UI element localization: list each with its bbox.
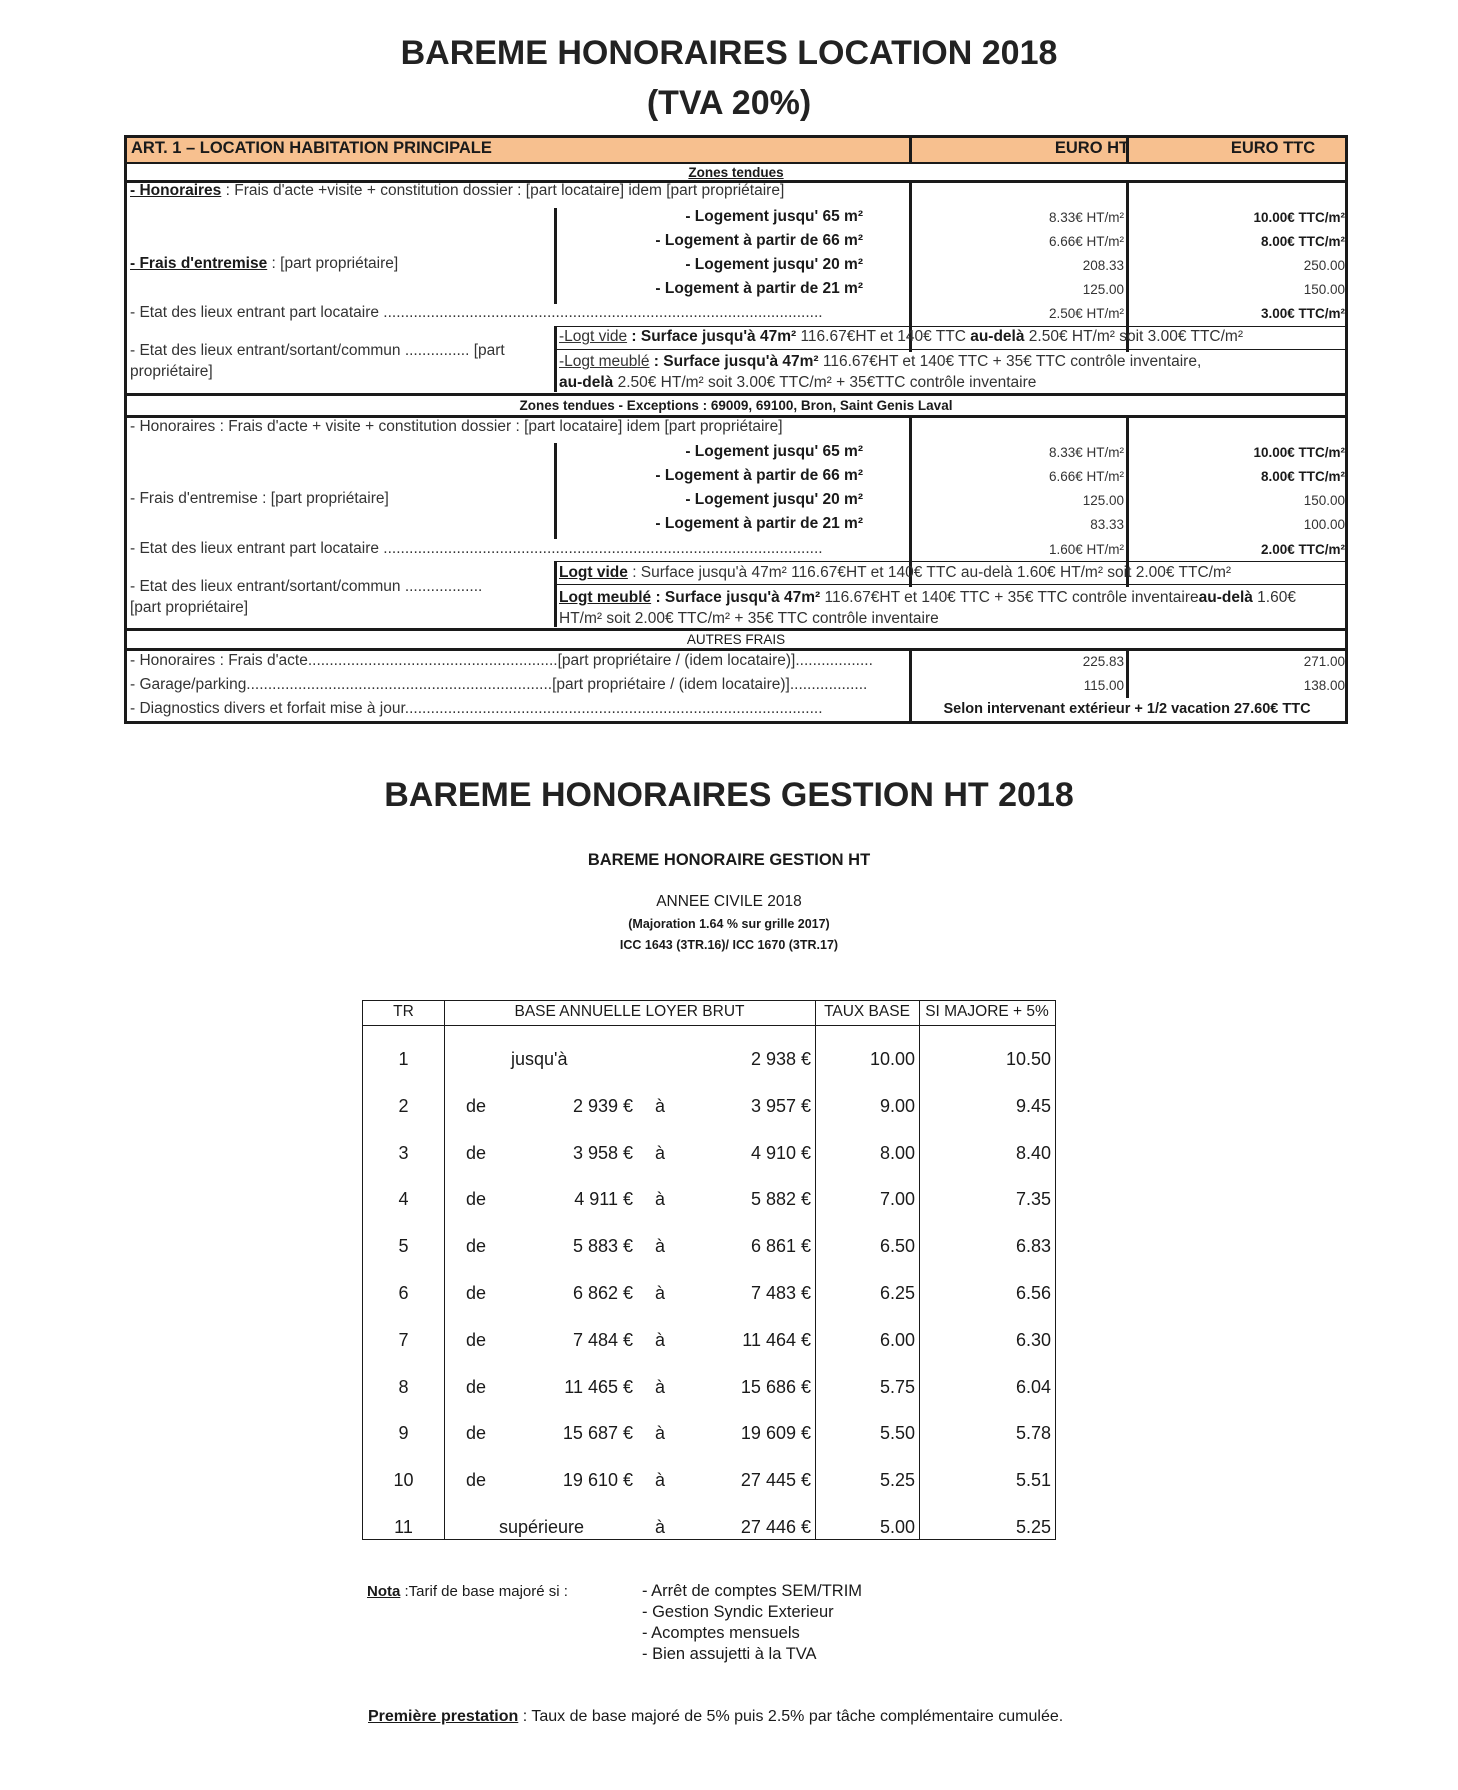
tr-cell: 5: [398, 1236, 409, 1257]
divider: [557, 349, 1345, 350]
logement-label: - Logement à partir de 21 m²: [655, 280, 863, 297]
autres-frais-label: AUTRES FRAIS: [686, 632, 786, 647]
logement-ht: 83.33: [1090, 517, 1124, 532]
taux-cell: 5.75: [879, 1376, 915, 1397]
to-cell: 7 483 €: [750, 1283, 811, 1303]
s1-edl-commun: - Etat des lieux entrant/sortant/commun ............... [part: [130, 342, 505, 359]
a-cell: à: [655, 1189, 666, 1210]
to-cell: 27 446 €: [740, 1517, 811, 1537]
autre-frais-label: - Garage/parking.......................................................................[part propriétaire / (idem locataire)]..................: [130, 676, 868, 693]
location-title-line2: (TVA 20%): [646, 84, 812, 122]
table-row: [363, 1189, 1055, 1219]
taux-cell: 6.00: [879, 1329, 915, 1350]
to-cell: 19 609 €: [740, 1423, 811, 1444]
gestion-title: BAREME HONORAIRES GESTION HT 2018: [384, 776, 1074, 814]
logement-ttc: 100.00: [1303, 517, 1345, 532]
nota-item: - Arrêt de comptes SEM/TRIM: [642, 1582, 863, 1600]
logement-label: - Logement jusqu' 65 m²: [685, 443, 863, 460]
gestion-icc: ICC 1643 (3TR.16)/ ICC 1670 (3TR.17): [619, 938, 839, 952]
tr-cell: 9: [398, 1423, 409, 1444]
divider: [127, 393, 1345, 396]
logement-ht: 6.66€ HT/m²: [1048, 234, 1124, 249]
divider: [554, 326, 557, 392]
table-row: [363, 1143, 1055, 1173]
de-cell: de: [466, 1189, 487, 1210]
divider: [127, 628, 1345, 631]
s1-edl-commun-2: propriétaire]: [130, 363, 213, 380]
a-cell: à: [655, 1470, 666, 1491]
a-cell: à: [655, 1236, 666, 1257]
header-euro-ttc: EURO TTC: [1230, 139, 1316, 157]
tr-cell: 11: [394, 1517, 413, 1537]
header-divider: [909, 138, 912, 162]
header-euro-ht: EURO HT: [1054, 139, 1130, 157]
col-divider: [815, 1001, 816, 1539]
majore-cell: 9.45: [1015, 1095, 1051, 1116]
s2-edl-ht: 1.60€ HT/m²: [1048, 542, 1124, 557]
majore-cell: 5.25: [1015, 1517, 1051, 1537]
de-cell: de: [466, 1236, 487, 1257]
from-cell: 3 958 €: [572, 1142, 633, 1163]
autre-frais-label: - Honoraires : Frais d'acte..........................................................[part propriétaire / (idem locataire)]..................: [130, 652, 873, 669]
s2-honoraires: - Honoraires : Frais d'acte + visite + constitution dossier : [part locataire] idem [part propriétaire]: [130, 418, 783, 435]
header-art: ART. 1 – LOCATION HABITATION PRINCIPALE: [131, 139, 492, 157]
tr-cell: 7: [398, 1329, 409, 1350]
a-cell: à: [655, 1376, 666, 1397]
diagnostics-label: - Diagnostics divers et forfait mise à jour.................................................................................................: [130, 700, 823, 717]
logement-label: - Logement à partir de 66 m²: [655, 232, 863, 249]
logement-label: - Logement jusqu' 20 m²: [685, 256, 863, 273]
tr-cell: 10: [393, 1470, 414, 1491]
from-cell: 15 687 €: [562, 1423, 633, 1444]
table-row: [363, 1517, 1055, 1547]
logement-ht: 208.33: [1082, 258, 1124, 273]
de-cell: de: [466, 1329, 487, 1350]
logement-ttc: 150.00: [1303, 282, 1345, 297]
logement-ttc: 8.00€ TTC/m²: [1260, 234, 1345, 249]
a-cell: à: [655, 1329, 666, 1350]
gestion-fee-table: [362, 1000, 1056, 1540]
s2-logt-vide: Logt vide : Surface jusqu'à 47m² 116.67€HT et 140€ TTC au-delà 1.60€ HT/m² soit 2.00€ TTC/m²: [559, 564, 1232, 581]
s2-edl-commun-2: [part propriétaire]: [130, 599, 249, 616]
logement-label: - Logement jusqu' 65 m²: [685, 208, 863, 225]
header-taux: TAUX BASE: [824, 1003, 910, 1020]
table-row: [363, 1423, 1055, 1453]
to-cell: 15 686 €: [740, 1376, 811, 1397]
header-divider: [1126, 138, 1129, 162]
to-cell: 6 861 €: [750, 1236, 811, 1257]
divider: [557, 584, 1345, 585]
to-cell: 27 445 €: [740, 1470, 811, 1491]
nota: Nota :Tarif de base majoré si :: [367, 1583, 568, 1600]
gestion-subtitle: BAREME HONORAIRE GESTION HT: [587, 851, 871, 869]
zones-tendues-label: Zones tendues: [688, 165, 784, 180]
tr-cell: 3: [398, 1142, 409, 1163]
header-majore: SI MAJORE + 5%: [925, 1003, 1049, 1020]
logement-ttc: 250.00: [1303, 258, 1345, 273]
s1-edl-ttc: 3.00€ TTC/m²: [1260, 306, 1345, 321]
autre-frais-ttc: 138.00: [1303, 678, 1345, 693]
divider: [557, 326, 1345, 327]
to-cell: 5 882 €: [750, 1189, 811, 1210]
to-cell: 3 957 €: [750, 1095, 811, 1116]
table-row: [363, 1283, 1055, 1313]
autre-frais-ht: 115.00: [1083, 678, 1124, 693]
taux-cell: 6.25: [879, 1283, 915, 1303]
tr-cell: 8: [398, 1376, 409, 1397]
divider: [127, 648, 1345, 651]
from-cell: 7 484 €: [572, 1329, 633, 1350]
logement-label: - Logement jusqu' 20 m²: [685, 491, 863, 508]
taux-cell: 10.00: [869, 1049, 915, 1069]
logement-label: - Logement à partir de 66 m²: [655, 467, 863, 484]
gestion-annee: ANNEE CIVILE 2018: [656, 893, 802, 910]
tr-cell: 2: [398, 1095, 409, 1116]
from-cell: 11 465 €: [564, 1376, 633, 1397]
s1-honoraires: - Honoraires : Frais d'acte +visite + constitution dossier : [part locataire] idem [part propriétaire]: [130, 182, 785, 199]
s2-logt-meuble-2: HT/m² soit 2.00€ TTC/m² + 35€ TTC contrôle inventaire: [559, 610, 939, 627]
majore-cell: 6.30: [1015, 1329, 1051, 1350]
from-cell: 2 939 €: [572, 1095, 633, 1116]
a-cell: à: [655, 1095, 666, 1116]
majore-cell: 5.51: [1015, 1470, 1051, 1491]
header-divider: [363, 1025, 1055, 1026]
logement-ht: 125.00: [1082, 282, 1124, 297]
table-row: [363, 1330, 1055, 1360]
taux-cell: 6.50: [879, 1236, 915, 1257]
to-cell: 4 910 €: [750, 1142, 811, 1163]
nota-item: - Gestion Syndic Exterieur: [642, 1603, 834, 1621]
logement-ht: 8.33€ HT/m²: [1048, 210, 1124, 225]
location-fee-table: [124, 135, 1348, 724]
de-cell: de: [466, 1376, 487, 1397]
tr-cell: 4: [398, 1189, 409, 1210]
de-cell: de: [466, 1283, 487, 1303]
nota-item: - Acomptes mensuels: [642, 1624, 800, 1642]
header-tr: TR: [393, 1003, 414, 1020]
majore-cell: 7.35: [1015, 1189, 1051, 1210]
exceptions-label: Zones tendues - Exceptions : 69009, 69100, Bron, Saint Genis Laval: [519, 398, 953, 413]
divider: [554, 561, 557, 627]
logement-ht: 6.66€ HT/m²: [1048, 469, 1124, 484]
table-row: [363, 1470, 1055, 1500]
majore-cell: 10.50: [1005, 1049, 1051, 1069]
tr-cell: 1: [398, 1049, 409, 1069]
premiere-prestation: Première prestation : Taux de base majoré de 5% puis 2.5% par tâche complémentaire cumulée.: [368, 1708, 1064, 1725]
col-divider: [919, 1001, 920, 1539]
to-cell: 2 938 €: [750, 1049, 811, 1069]
s1-edl-ht: 2.50€ HT/m²: [1048, 306, 1124, 321]
from-cell: 4 911 €: [574, 1189, 633, 1210]
tr-cell: 6: [398, 1283, 409, 1303]
table-row: [363, 1236, 1055, 1266]
a-cell: à: [655, 1517, 666, 1537]
majore-cell: 6.56: [1015, 1283, 1051, 1303]
a-cell: à: [655, 1142, 666, 1163]
de-cell: de: [466, 1095, 487, 1116]
taux-cell: 7.00: [879, 1189, 915, 1210]
s1-logt-vide: -Logt vide : Surface jusqu'à 47m² 116.67€HT et 140€ TTC au-delà 2.50€ HT/m² soit 3.00€ TTC/m²: [559, 328, 1243, 345]
s1-frais-entremise: - Frais d'entremise : [part propriétaire]: [130, 255, 399, 272]
taux-cell: 5.25: [879, 1470, 915, 1491]
table-row: [363, 1096, 1055, 1126]
majore-cell: 5.78: [1015, 1423, 1051, 1444]
a-cell: à: [655, 1283, 666, 1303]
logement-label: - Logement à partir de 21 m²: [655, 515, 863, 532]
s2-edl-commun: - Etat des lieux entrant/sortant/commun ..................: [130, 578, 483, 595]
from-cell: jusqu'à: [511, 1049, 568, 1069]
nota-item: - Bien assujetti à la TVA: [642, 1645, 817, 1663]
s1-logt-meuble: -Logt meublé : Surface jusqu'à 47m² 116.67€HT et 140€ TTC + 35€ TTC contrôle inventaire,: [559, 353, 1202, 370]
taux-cell: 5.50: [879, 1423, 915, 1444]
to-cell: 11 464 €: [742, 1329, 811, 1350]
s1-logt-meuble-2: au-delà 2.50€ HT/m² soit 3.00€ TTC/m² + 35€TTC contrôle inventaire: [559, 374, 1037, 391]
table-row: [363, 1377, 1055, 1407]
from-cell: 5 883 €: [572, 1236, 633, 1257]
logement-ttc: 8.00€ TTC/m²: [1260, 469, 1345, 484]
taux-cell: 9.00: [879, 1095, 915, 1116]
de-cell: de: [466, 1423, 487, 1444]
de-cell: de: [466, 1142, 487, 1163]
taux-cell: 5.00: [879, 1517, 915, 1537]
de-cell: de: [466, 1470, 487, 1491]
majore-cell: 6.04: [1015, 1376, 1051, 1397]
location-title-line1: BAREME HONORAIRES LOCATION 2018: [400, 34, 1058, 72]
from-cell: 19 610 €: [562, 1470, 633, 1491]
header-base: BASE ANNUELLE LOYER BRUT: [514, 1003, 745, 1020]
gestion-majoration: (Majoration 1.64 % sur grille 2017): [628, 917, 830, 931]
from-cell: 6 862 €: [572, 1283, 633, 1303]
autre-frais-ht: 225.83: [1082, 654, 1124, 669]
col-divider: [444, 1001, 445, 1539]
diagnostics-value: Selon intervenant extérieur + 1/2 vacation 27.60€ TTC: [943, 701, 1311, 717]
majore-cell: 6.83: [1015, 1236, 1051, 1257]
s2-edl-ttc: 2.00€ TTC/m²: [1260, 542, 1345, 557]
s2-frais-entremise: - Frais d'entremise : [part propriétaire]: [130, 490, 389, 507]
s2-edl-locataire: - Etat des lieux entrant part locataire ......................................................................................................: [130, 540, 823, 557]
logement-ttc: 10.00€ TTC/m²: [1253, 445, 1345, 460]
majore-cell: 8.40: [1015, 1142, 1051, 1163]
divider: [557, 561, 1345, 562]
logement-ttc: 10.00€ TTC/m²: [1253, 210, 1345, 225]
a-cell: à: [655, 1423, 666, 1444]
s2-logt-meuble: Logt meublé : Surface jusqu'à 47m² 116.67€HT et 140€ TTC + 35€ TTC contrôle inventaireau-delà 1.60€: [559, 589, 1296, 606]
logement-ttc: 150.00: [1303, 493, 1345, 508]
logement-ht: 8.33€ HT/m²: [1048, 445, 1124, 460]
logement-ht: 125.00: [1082, 493, 1124, 508]
s1-edl-locataire: - Etat des lieux entrant part locataire ......................................................................................................: [130, 304, 823, 321]
table-row: [363, 1049, 1055, 1079]
from-cell: supérieure: [499, 1517, 585, 1537]
taux-cell: 8.00: [879, 1142, 915, 1163]
autre-frais-ttc: 271.00: [1303, 654, 1345, 669]
